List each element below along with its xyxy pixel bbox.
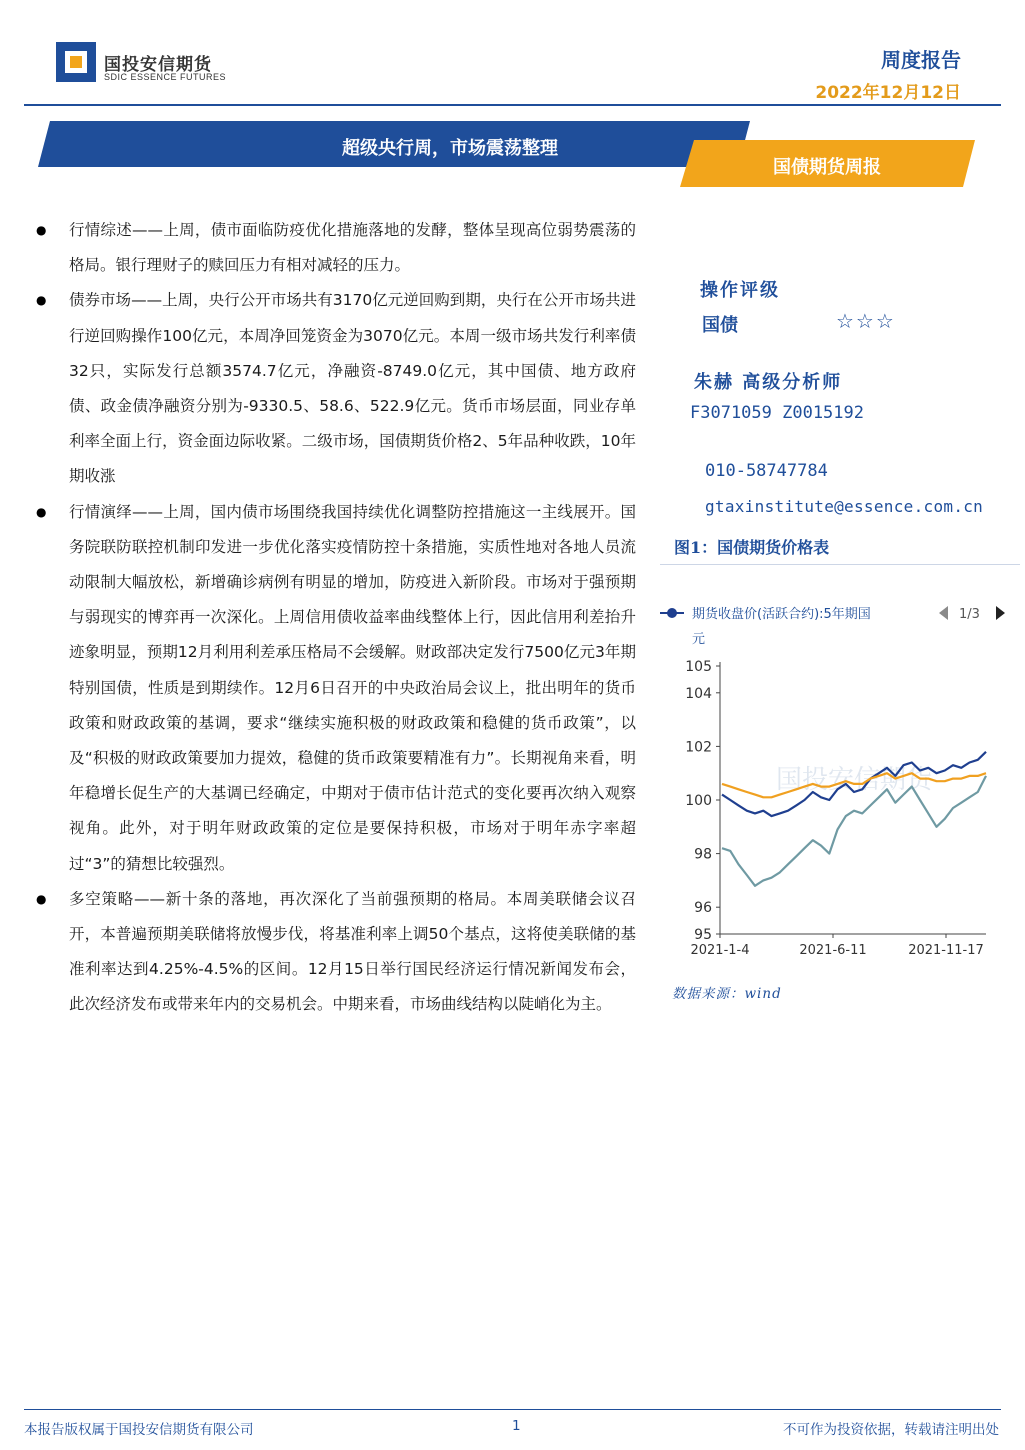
paragraph-bond-market: ● 债券市场——上周，央行公开市场共有3170亿元逆回购到期，央行在公开市场共进行逆回购操作100亿元，本周净回笼资金为3070亿元。本周一级市场共发行利率债32只，实际发行总额3574.7亿元，净融资-8749.0亿元，其中国债、地方政府债、政金债净融资分别为-9330.5、58.6、522.9亿元。货币市场层面，同业存单利率全面上行，资金面边际收紧。二级市场，国债期货价格2、5年品种收跌，10年期收涨 [32, 283, 636, 494]
bullet-icon: ● [36, 504, 47, 519]
rating-item: 国债 [702, 315, 738, 336]
footer-copyright: 本报告版权属于国投安信期货有限公司 [24, 1422, 254, 1438]
paragraph-overview: ● 行情综述——上周，债市面临防疫优化措施落地的发酵，整体呈现高位弱势震荡的格局。银行理财子的赎回压力有相对减轻的压力。 [32, 213, 636, 283]
page-number: 1 [512, 1418, 521, 1434]
report-date: 2022年12月12日 [815, 83, 961, 103]
price-chart [656, 596, 1025, 966]
legend-text: 期货收盘价(活跃合约):5年期国 [692, 607, 871, 622]
analyst-email[interactable]: gtaxinstitute@essence.com.cn [705, 497, 984, 516]
analyst-name: 朱赫 高级分析师 [694, 372, 843, 393]
report-body [32, 213, 636, 1023]
footer-disclaimer: 不可作为投资依据，转载请注明出处 [783, 1422, 999, 1438]
chart-legend[interactable] [660, 606, 871, 647]
rating-label: 操作评级 [700, 280, 780, 301]
y-tick-label: 105 [685, 659, 712, 675]
bullet-icon: ● [36, 223, 47, 237]
paragraph-strategy: ● 多空策略——新十条的落地，再次深化了当前强预期的格局。本周美联储会议召开，本普遍预期美联储将放慢步伐，将基准利率上调50个基点，这将使美联储的基准利率达到4.25%-4.5%的区间。12月15日举行国民经济运行情况新闻发布会，此次经济发布或带来年内的交易机会。中期来看，市场曲线结构以陡峭化为主。 [32, 882, 636, 1023]
y-tick-label: 96 [694, 900, 712, 917]
y-tick-label: 100 [685, 793, 712, 809]
y-tick-label: 95 [694, 927, 712, 943]
figure-title: 图1：国债期货价格表 [674, 538, 830, 557]
x-tick-label: 2021-6-11 [799, 943, 867, 958]
chart-axes [685, 659, 986, 958]
report-type: 周度报告 [881, 48, 961, 72]
company-logo-icon [56, 42, 96, 82]
legend-next-icon[interactable] [996, 606, 1005, 620]
legend-marker-icon [667, 608, 677, 618]
bullet-icon: ● [36, 891, 47, 906]
rating-stars-icon: ☆☆☆ [836, 309, 896, 333]
chart-watermark: 国投安信期货 [776, 765, 933, 795]
y-tick-label: 104 [685, 685, 712, 702]
paragraph-market-dynamics: ● 行情演绎——上周，国内债市场围绕我国持续优化调整防控措施这一主线展开。国务院联防联控机制印发进一步优化落实疫情防控十条措施，实质性地对各地人员流动限制大幅放松，新增确诊病例有明显的增加，防疫进入新阶段。市场对于强预期与弱现实的博弈再一次深化。上周信用债收益率曲线整体上行，因此信用利差抬升迹象明显，预期12月利用利差承压格局不会缓解。财政部决定发行7500亿元3年期特别国债，性质是到期续作。12月6日召开的中央政治局会议上，批出明年的货币政策和财政政策的基调，要求“继续实施积极的财政政策和稳健的货币政策”，以及“积极的财政政策要加力提效，稳健的货币政策要精准有力”。长期视角来看，明年稳增长促生产的大基调已经确定，中期对于债市估计范式的变化要再次纳入观察视角。此外，对于明年财政政策的定位是要保持积极，市场对于明年赤字率超过“3”的猜想比较强烈。 [32, 495, 636, 882]
figure-divider [660, 564, 1020, 565]
y-tick-label: 102 [685, 739, 712, 756]
report-subtitle: 国债期货周报 [773, 157, 881, 178]
legend-page: 1/3 [959, 607, 980, 622]
analyst-phone: 010-58747784 [705, 461, 828, 481]
legend-unit: 元 [692, 632, 706, 647]
legend-prev-icon[interactable] [939, 606, 948, 620]
x-tick-label: 2021-11-17 [908, 943, 984, 958]
analyst-certificate: F3071059 Z0015192 [690, 403, 864, 423]
company-name-en: SDIC ESSENCE FUTURES [104, 72, 227, 82]
data-source: 数据来源：wind [672, 986, 782, 1002]
header-divider [24, 104, 1001, 106]
y-tick-label: 98 [694, 846, 712, 863]
x-tick-label: 2021-1-4 [690, 943, 750, 958]
footer-divider [24, 1409, 1001, 1410]
company-name-cn: 国投安信期货 [104, 55, 212, 75]
bullet-icon: ● [36, 293, 47, 308]
report-title: 超级央行周，市场震荡整理 [342, 138, 558, 159]
